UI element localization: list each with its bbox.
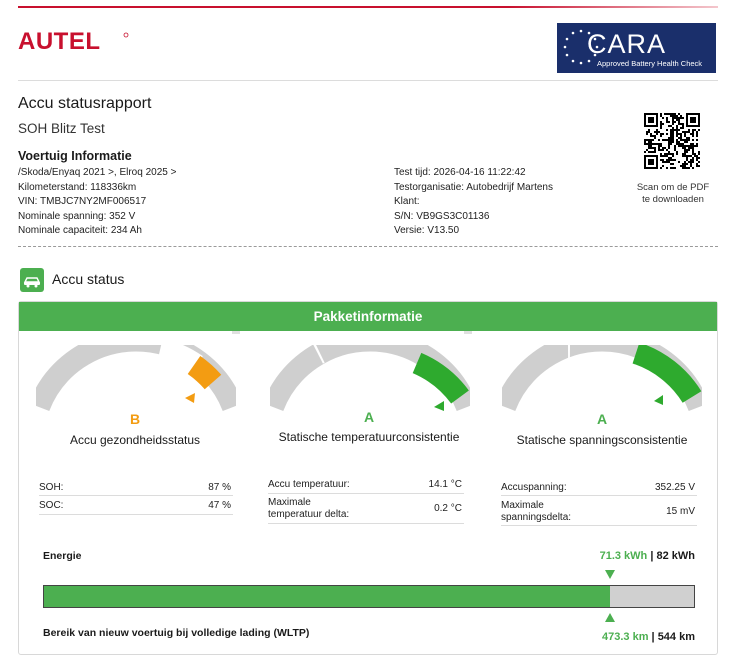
metric-value-voltage: 352.25 V (654, 482, 695, 493)
section-divider (18, 246, 718, 247)
temperature-grade: A (363, 409, 375, 425)
qr-caption-line2: te downloaden (642, 193, 704, 205)
health-gauge-label: Accu gezondheidsstatus (69, 433, 201, 447)
test-organisation: Testorganisatie: Autobedrijf Martens (394, 181, 553, 193)
energy-marker-bottom (605, 613, 615, 622)
battery-car-icon (20, 268, 44, 292)
health-metrics (39, 478, 233, 515)
accu-status-heading: Accu status (52, 271, 125, 287)
metric-label-soh: SOH: (39, 482, 64, 493)
svg-text:AUTEL: AUTEL (18, 28, 101, 54)
vehicle-nominal-voltage: Nominale spanning: 352 V (18, 210, 136, 222)
metric-row (39, 478, 233, 496)
metric-label-voltage-delta-line2: spanningsdelta: (501, 512, 572, 523)
metric-value-temp-delta: 0.2 °C (434, 503, 462, 514)
metric-label-temp-delta-line1: Maximale (268, 497, 311, 508)
energy-separator: | (647, 550, 657, 562)
cara-logo (557, 23, 716, 73)
vehicle-info-right (394, 166, 553, 239)
energy-bar-fill (44, 586, 610, 607)
metric-row (268, 474, 464, 494)
metric-label-soc: SOC: (39, 500, 64, 511)
qr-caption-line1: Scan om de PDF (636, 182, 710, 193)
metric-label-voltage-delta-line1: Maximale (501, 500, 544, 511)
metric-row (39, 496, 233, 515)
metric-value-soc: 47 % (208, 500, 231, 511)
range-separator: | (648, 631, 658, 643)
metric-value-voltage-delta: 15 mV (666, 506, 695, 517)
vehicle-nominal-capacity: Nominale capaciteit: 234 Ah (18, 225, 142, 237)
metric-label-voltage-delta (501, 500, 571, 524)
metric-label-accu-temp: Accu temperatuur: (268, 479, 350, 490)
vehicle-info-left (18, 166, 176, 239)
range-current: 473.3 km (602, 631, 649, 643)
customer: Klant: (394, 196, 420, 208)
vehicle-model: /Skoda/Enyaq 2021 >, Elroq 2025 > (18, 167, 177, 178)
energy-bar (43, 585, 695, 608)
metric-label-voltage: Accuspanning: (501, 482, 567, 493)
health-gauge (36, 345, 236, 420)
voltage-gauge (502, 345, 702, 420)
health-grade: B (129, 411, 141, 427)
header-accent-line (18, 6, 718, 8)
energy-marker-top (605, 570, 615, 579)
energy-value (600, 550, 695, 562)
energy-total: 82 kWh (656, 550, 695, 562)
package-info-header: Pakketinformatie (19, 302, 717, 331)
software-version: Versie: V13.50 (394, 225, 460, 237)
metric-row (501, 476, 697, 496)
panel-notch (464, 331, 472, 334)
voltage-grade: A (596, 411, 608, 427)
metric-value-soh: 87 % (208, 482, 231, 493)
report-subtitle: SOH Blitz Test (18, 121, 105, 136)
range-label: Bereik van nieuw voertuig bij volledige lading (WLTP) (43, 627, 310, 639)
energy-label: Energie (43, 550, 82, 562)
qr-caption (630, 182, 716, 205)
test-time: Test tijd: 2026-04-16 11:22:42 (394, 167, 526, 178)
qr-code-icon[interactable] (644, 113, 700, 169)
range-value (602, 631, 695, 643)
vehicle-vin: VIN: TMBJC7NY2MF006517 (18, 196, 147, 208)
voltage-metrics (501, 476, 697, 526)
metric-row (268, 494, 464, 524)
metric-label-temp-delta (268, 497, 349, 521)
metric-label-temp-delta-line2: temperatuur delta: (268, 509, 350, 520)
metric-value-accu-temp: 14.1 °C (428, 479, 462, 490)
energy-current: 71.3 kWh (599, 550, 648, 562)
cara-tagline: Approved Battery Health Check (597, 59, 703, 68)
autel-logo (18, 28, 130, 54)
serial-number: S/N: VB9GS3C01136 (394, 210, 490, 222)
metric-row (501, 496, 697, 526)
panel-notch (232, 331, 240, 334)
cara-wordmark: CARA (587, 29, 667, 59)
vehicle-info-heading: Voertuig Informatie (18, 149, 132, 163)
report-title: Accu statusrapport (18, 95, 152, 112)
temperature-gauge-label: Statische temperatuurconsistentie (278, 430, 460, 444)
range-total: 544 km (657, 631, 695, 643)
header-divider (18, 80, 718, 81)
temperature-metrics (268, 474, 464, 524)
voltage-gauge-label: Statische spanningsconsistentie (516, 433, 688, 447)
vehicle-mileage: Kilometerstand: 118336km (18, 181, 137, 193)
